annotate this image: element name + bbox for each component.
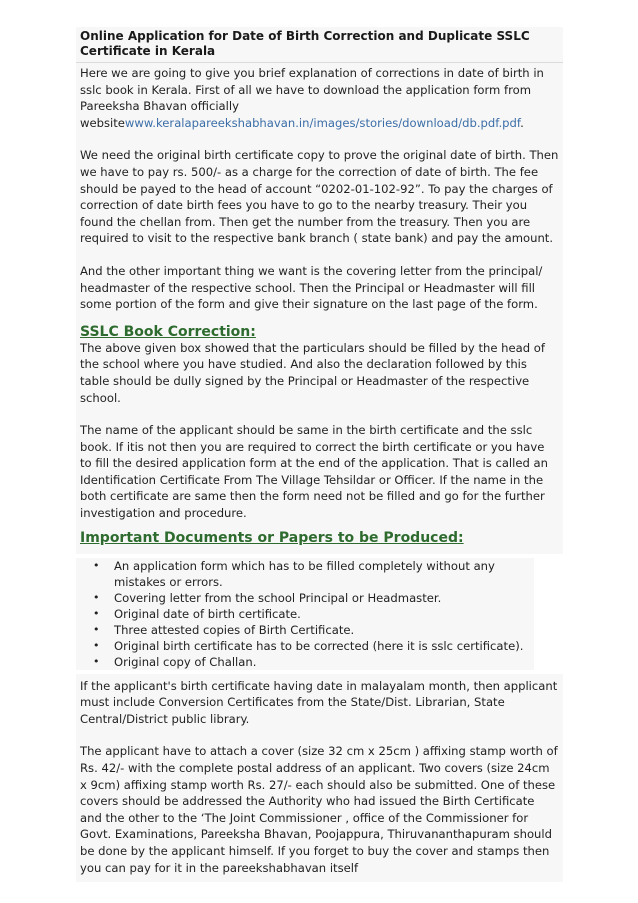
bullet-icon: • — [93, 638, 100, 652]
sslc-paragraph-1: The above given box showed that the particulars should be filled by the head of the school where you have studied. And also the declaration followed by this table should be dully signed by the Principal or Headmaster of the respective school. — [80, 340, 545, 405]
bullet-icon: • — [93, 622, 100, 636]
list-item: • Three attested copies of Birth Certificate. — [93, 622, 355, 637]
bullet-icon: • — [93, 590, 100, 604]
covering-letter-paragraph: And the other important thing we want is the covering letter from the principal/ headmaster of the respective school. Then the Principal or Headmaster will fill some portion of the form and give their signature on the last page of the form. — [80, 263, 543, 312]
article-title: Online Application for Date of Birth Correction and Duplicate SSLC Certificate in Kerala — [76, 27, 563, 63]
cover-stamp-paragraph: The applicant have to attach a cover (size 32 cm x 25cm ) affixing stamp worth of Rs. 42/- with the complete postal address of an applicant. Two covers (size 24cm x 9cm) affixing stamp worth Rs. 27/- each should also be submitted. One of these covers should be addressed the Authority who had issued the Birth Certificate and the other to the ‘The Joint Commissioner , office of the Commissioner for Govt. Examinations, Pareeksha Bhavan, Poojappura, Thiruvananthapuram should be done by the applicant himself. If you forget to buy the cover and stamps then you can pay for it in the pareekshabhavan itself — [80, 744, 558, 875]
important-documents-heading: Important Documents or Papers to be Produced: — [80, 529, 464, 546]
bullet-icon: • — [93, 558, 100, 572]
intro-text: Here we are going to give you brief explanation of corrections in date of birth in sslc book in Kerala. First of all we have to download the application form from Pareeksha Bhavan officially website — [80, 66, 544, 130]
bullet-icon: • — [93, 606, 100, 620]
intro-paragraph — [76, 65, 563, 131]
list-item: • Original copy of Challan. — [93, 654, 257, 669]
malayalam-date-paragraph: If the applicant's birth certificate having date in malayalam month, then applicant must include Conversion Certificates from the State/Dist. Librarian, State Central/District public library. — [80, 678, 558, 726]
list-item: • An application form which has to be filled completely without any mistakes or errors. — [93, 558, 495, 589]
download-link[interactable]: www.keralapareekshabhavan.in/images/stories/download/db.pdf.pdf — [124, 115, 521, 130]
sslc-paragraph-2: The name of the applicant should be same in the birth certificate and the sslc book. If itis not then you are required to correct the birth certificate or you have to fill the desired application form at the end of the application. That is called an Identification Certificate From The Village Tehsildar or Officer. If the name in the both certificate are same then the form need not be filled and go for the further investigation and procedure. — [80, 423, 548, 521]
documents-list — [76, 558, 534, 670]
documents-list-wrapper — [76, 554, 563, 674]
fee-paragraph: We need the original birth certificate copy to prove the original date of birth. Then we have to pay rs. 500/- as a charge for the correction of date of birth. The fee should be payed to the head of account “0202-01-102-92”. To pay the charges of correction of date birth fees you have to go to the nearby treasury. Their you found the chellan from. Then get the number from the treasury. Then you are required to visit to the respective bank branch ( state bank) and pay the amount. — [80, 148, 559, 246]
list-item: • Original date of birth certificate. — [93, 606, 301, 621]
list-item: • Original birth certificate has to be corrected (here it is sslc certificate). — [93, 638, 524, 653]
intro-end: . — [520, 115, 524, 130]
sslc-book-correction-heading: SSLC Book Correction: — [80, 323, 256, 340]
list-item: • Covering letter from the school Principal or Headmaster. — [93, 590, 442, 605]
article-content — [76, 27, 563, 882]
bullet-icon: • — [93, 654, 100, 668]
